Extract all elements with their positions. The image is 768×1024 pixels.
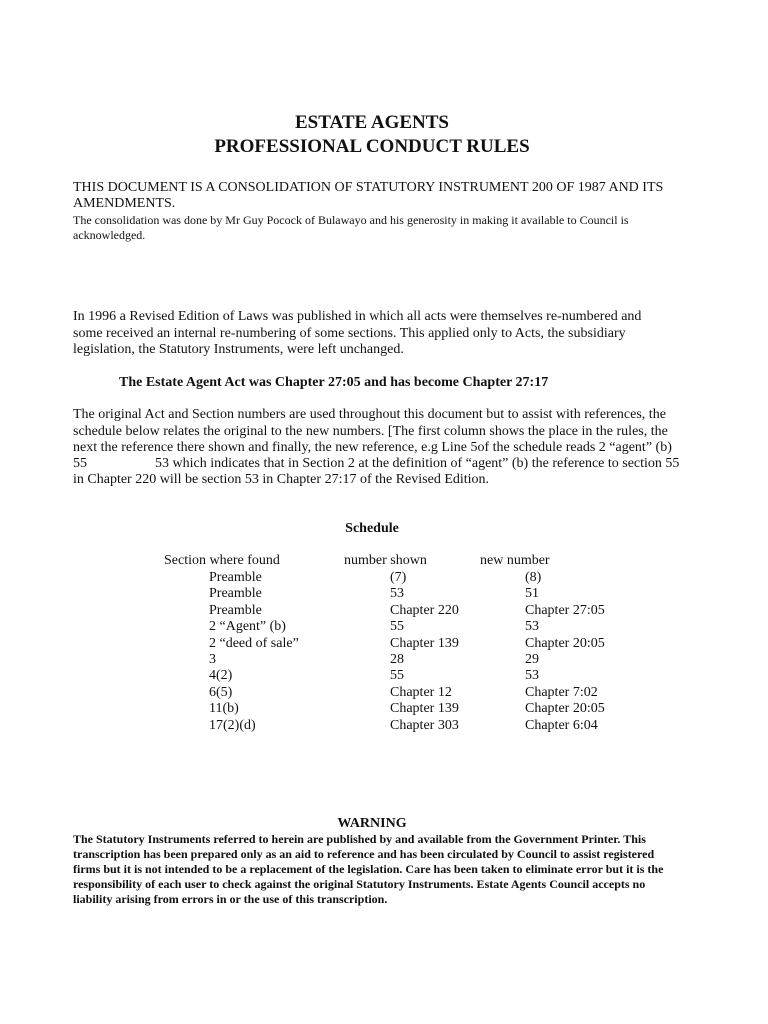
schedule-cell-new: (8)	[525, 570, 542, 585]
schedule-row	[0, 718, 768, 734]
schedule-cell-new: Chapter 6:04	[525, 717, 598, 733]
schedule-cell-section: 11(b)	[209, 701, 239, 717]
schedule-intro-example-new: 53 which indicates that in Section 2 at the definition of “agent” (b) the reference to section 55	[155, 456, 680, 471]
warning-text: The Statutory Instruments referred to herein are published by and available from the Government Printer. This transcription has been prepared only as an aid to reference and has been circulated by Council to assist registered firms but it is not intended to be a replacement of the legislation. Care has been taken to eliminate error but it is the responsibility of each user to check against the original Statutory Instruments. Estate Agents Council accepts no liability arising from errors in or the use of this transcription.	[73, 832, 664, 906]
schedule-cell-section: 2 “deed of sale”	[209, 635, 299, 651]
schedule-row	[0, 652, 768, 668]
schedule-cell-section: Preamble	[209, 602, 262, 618]
schedule-cell-shown: 53	[390, 586, 404, 602]
schedule-cell-shown: 55	[390, 619, 404, 635]
schedule-column-header-shown: number shown	[344, 553, 427, 568]
schedule-cell-new: 53	[525, 619, 539, 635]
schedule-row	[0, 619, 768, 635]
schedule-cell-new: Chapter 7:02	[525, 684, 598, 700]
schedule-table	[0, 570, 768, 734]
schedule-row	[0, 685, 768, 701]
schedule-cell-section: 17(2)(d)	[209, 717, 256, 733]
schedule-cell-shown: Chapter 220	[390, 602, 459, 618]
schedule-column-header-section: Section where found	[164, 553, 280, 568]
schedule-cell-new: Chapter 20:05	[525, 635, 605, 651]
schedule-intro-example-line	[73, 456, 680, 473]
schedule-intro-example-old: 55	[73, 456, 87, 471]
schedule-cell-section: 3	[209, 651, 216, 667]
schedule-column-header-new: new number	[480, 553, 550, 568]
chapter-change-note: The Estate Agent Act was Chapter 27:05 and has become Chapter 27:17	[119, 375, 549, 390]
document-title-line-2: PROFESSIONAL CONDUCT RULES	[214, 136, 530, 157]
schedule-cell-shown: Chapter 139	[390, 701, 459, 717]
schedule-heading: Schedule	[345, 521, 399, 536]
schedule-cell-new: Chapter 20:05	[525, 701, 605, 717]
schedule-cell-section: 2 “Agent” (b)	[209, 619, 286, 635]
schedule-intro-paragraph-end: in Chapter 220 will be section 53 in Chapter 27:17 of the Revised Edition.	[73, 472, 490, 487]
schedule-row	[0, 603, 768, 619]
schedule-intro-paragraph: The original Act and Section numbers are used throughout this document but to assist with references, the schedule below relates the original to the new numbers. [The first column shows the place in the rules, the next the reference there shown and finally, the new reference, e.g Line 5of the schedule reads 2 “agent” (b)	[73, 407, 672, 455]
consolidation-note: The consolidation was done by Mr Guy Pocock of Bulawayo and his generosity in making it available to Council is acknowledged.	[73, 213, 629, 242]
schedule-row	[0, 570, 768, 586]
warning-heading: WARNING	[337, 816, 407, 831]
schedule-cell-section: Preamble	[209, 570, 262, 585]
document-title-line-1: ESTATE AGENTS	[295, 112, 449, 133]
schedule-cell-section: 4(2)	[209, 668, 233, 684]
schedule-cell-new: 51	[525, 586, 539, 602]
schedule-row	[0, 701, 768, 717]
schedule-cell-shown: Chapter 303	[390, 717, 459, 733]
schedule-cell-shown: (7)	[390, 570, 407, 585]
consolidation-heading: THIS DOCUMENT IS A CONSOLIDATION OF STATUTORY INSTRUMENT 200 OF 1987 AND ITS AMENDMENTS.	[73, 180, 664, 211]
schedule-row	[0, 586, 768, 602]
schedule-cell-shown: Chapter 12	[390, 684, 452, 700]
schedule-cell-new: 29	[525, 651, 539, 667]
schedule-cell-section: Preamble	[209, 586, 262, 602]
schedule-cell-shown: Chapter 139	[390, 635, 459, 651]
schedule-cell-new: 53	[525, 668, 539, 684]
schedule-cell-shown: 28	[390, 651, 404, 667]
schedule-cell-section: 6(5)	[209, 684, 233, 700]
schedule-cell-shown: 55	[390, 668, 404, 684]
revised-edition-paragraph: In 1996 a Revised Edition of Laws was published in which all acts were themselves re-numbered and some received an internal re-numbering of some sections. This applied only to Acts, the subsidiary legislation, the Statutory Instruments, were left unchanged.	[73, 309, 642, 357]
schedule-row	[0, 668, 768, 684]
schedule-row	[0, 636, 768, 652]
schedule-cell-new: Chapter 27:05	[525, 602, 605, 618]
